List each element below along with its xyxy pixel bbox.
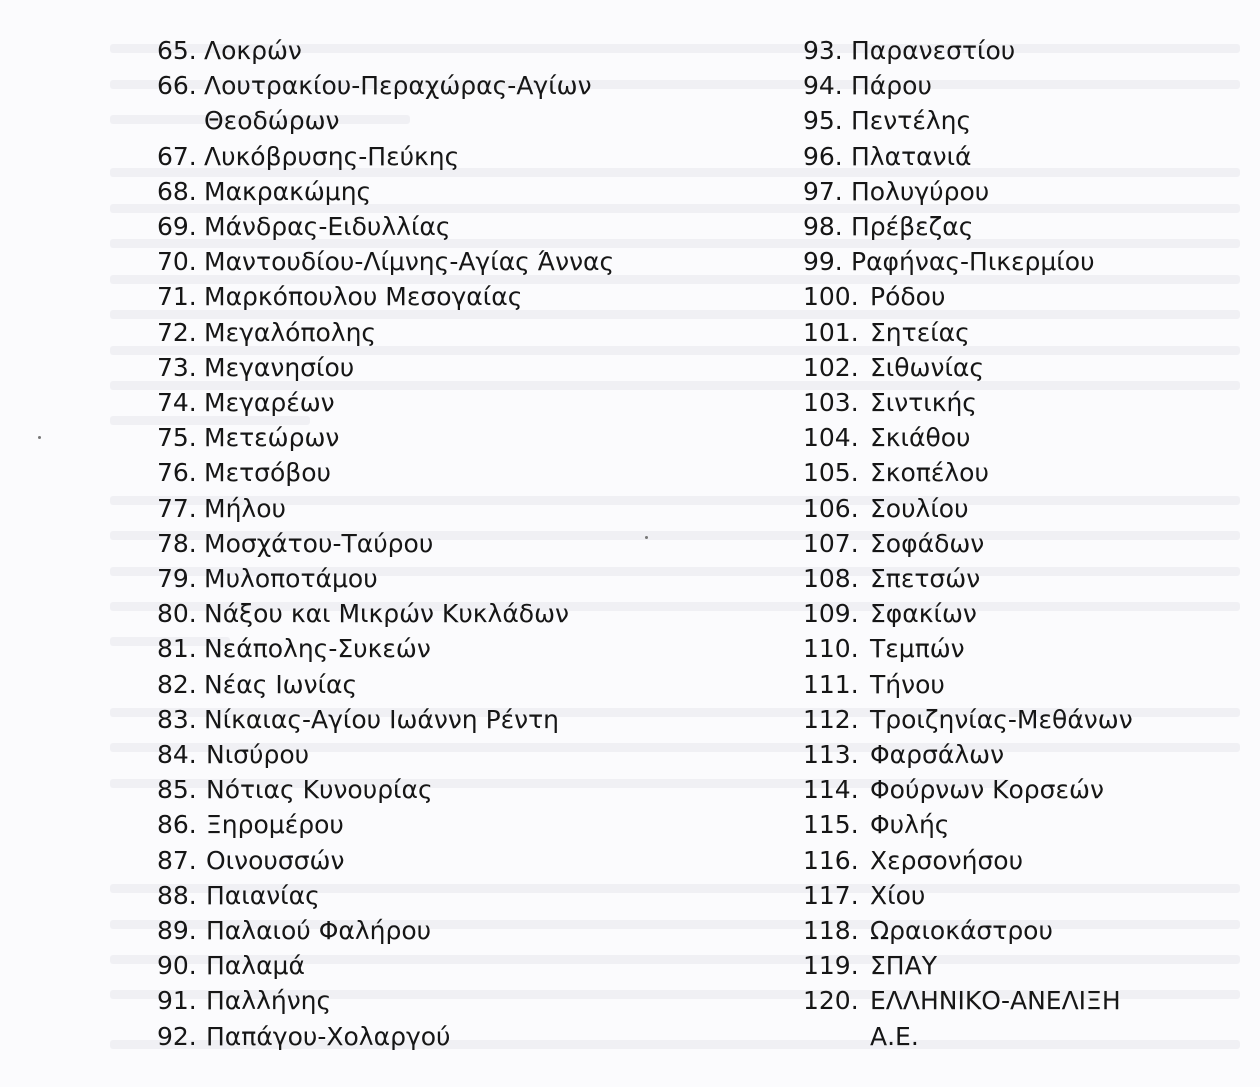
item-name: Πρέβεζας: [851, 212, 974, 242]
list-item: [803, 526, 1243, 561]
item-number: 72.: [157, 317, 197, 347]
list-item: [803, 948, 1243, 983]
list-item: [803, 244, 1243, 279]
list-item: [157, 279, 717, 314]
item-number: 73.: [157, 352, 197, 382]
item-number: 81.: [157, 634, 197, 664]
item-name: Φαρσάλων: [870, 740, 1005, 770]
item-number: 66.: [157, 71, 197, 101]
list-item: [157, 667, 717, 702]
list-item: [803, 174, 1243, 209]
item-number: 68.: [157, 176, 197, 206]
item-name: Παπάγου-Χολαργού: [206, 1021, 451, 1051]
list-item: [803, 350, 1243, 385]
scan-speck: [38, 436, 41, 439]
item-number: 114.: [803, 775, 859, 805]
list-item: [157, 596, 717, 631]
item-name: Οινουσσών: [206, 845, 345, 875]
item-number: 107.: [803, 528, 859, 558]
list-item: [157, 737, 717, 772]
item-number: 103.: [803, 388, 859, 418]
item-name: Μυλοποτάμου: [204, 564, 378, 594]
item-name: Τροιζηνίας-Μεθάνων: [870, 704, 1133, 734]
list-item: [803, 561, 1243, 596]
item-number: 112.: [803, 704, 859, 734]
list-item: [157, 455, 717, 490]
item-number: 97.: [803, 176, 843, 206]
list-item: [157, 420, 717, 455]
list-item: [157, 1019, 717, 1054]
item-name: Σουλίου: [870, 493, 969, 523]
item-name: ΕΛΛΗΝΙΚΟ-ΑΝΕΛΙΞΗ Α.Ε.: [870, 986, 1121, 1051]
list-item: [803, 420, 1243, 455]
item-number: 91.: [157, 986, 197, 1016]
list-item: [803, 33, 1243, 68]
item-name: Νότιας Κυνουρίας: [206, 775, 433, 805]
item-number: 78.: [157, 528, 197, 558]
list-item: [803, 667, 1243, 702]
item-name: Τήνου: [870, 669, 945, 699]
item-number: 94.: [803, 71, 843, 101]
list-item: [157, 772, 717, 807]
item-number: 120.: [803, 986, 859, 1016]
item-name: Λοκρών: [204, 36, 302, 65]
list-item: [157, 139, 717, 174]
item-name: Μήλου: [204, 493, 286, 523]
item-name: Νέας Ιωνίας: [204, 669, 358, 699]
item-name: Λουτρακίου-Περαχώρας-Αγίων Θεοδώρων: [204, 71, 592, 136]
item-name: Μεγαρέων: [204, 388, 335, 418]
list-item: [157, 491, 717, 526]
list-item: [157, 807, 717, 842]
list-item: [803, 279, 1243, 314]
item-name: Σιντικής: [870, 388, 977, 418]
item-number: 75.: [157, 423, 197, 453]
item-name: Ραφήνας-Πικερμίου: [851, 247, 1095, 277]
item-name: Μακρακώμης: [204, 176, 372, 206]
item-number: 110.: [803, 634, 859, 664]
municipality-list-right: [803, 33, 1243, 1054]
item-number: 102.: [803, 352, 859, 382]
item-number: 69.: [157, 212, 197, 242]
item-name: Σοφάδων: [870, 528, 985, 558]
item-name: Παρανεστίου: [851, 36, 1016, 65]
item-number: 74.: [157, 388, 197, 418]
item-name: Σητείας: [870, 317, 970, 347]
list-item: [803, 491, 1243, 526]
list-item: [803, 878, 1243, 913]
list-item: [157, 244, 717, 279]
list-item: [803, 385, 1243, 420]
item-number: 77.: [157, 493, 197, 523]
list-item: [803, 843, 1243, 878]
list-item: [803, 807, 1243, 842]
item-name: Παλαμά: [206, 951, 305, 981]
list-item: [157, 33, 717, 68]
item-number: 101.: [803, 317, 859, 347]
list-item: [157, 174, 717, 209]
item-number: 119.: [803, 951, 859, 981]
item-number: 87.: [157, 845, 197, 875]
item-name: Παιανίας: [206, 880, 320, 910]
list-item: [157, 209, 717, 244]
list-item: [157, 983, 717, 1018]
item-name: Μοσχάτου-Ταύρου: [204, 528, 434, 558]
item-number: 116.: [803, 845, 859, 875]
item-name: Λυκόβρυσης-Πεύκης: [204, 141, 460, 171]
item-number: 70.: [157, 247, 197, 277]
item-number: 108.: [803, 564, 859, 594]
list-item: [803, 913, 1243, 948]
item-name: Πλατανιά: [851, 141, 972, 171]
item-number: 111.: [803, 669, 859, 699]
list-item: [157, 913, 717, 948]
item-number: 76.: [157, 458, 197, 488]
item-number: 90.: [157, 951, 197, 981]
item-number: 89.: [157, 916, 197, 946]
item-name: ΣΠΑΥ: [870, 951, 937, 981]
item-name: Μαντουδίου-Λίμνης-Αγίας Άννας: [204, 247, 615, 277]
item-number: 98.: [803, 212, 843, 242]
item-number: 71.: [157, 282, 197, 312]
list-item: [803, 68, 1243, 103]
list-item: [157, 350, 717, 385]
item-number: 84.: [157, 740, 197, 770]
item-name: Σκοπέλου: [870, 458, 989, 488]
item-name: Παλαιού Φαλήρου: [206, 916, 432, 946]
item-number: 99.: [803, 247, 843, 277]
item-name: Μετσόβου: [204, 458, 331, 488]
list-item: [157, 561, 717, 596]
item-name: Χερσονήσου: [870, 845, 1024, 875]
list-item: [157, 526, 717, 561]
list-item: [157, 315, 717, 350]
item-number: 82.: [157, 669, 197, 699]
item-name: Ωραιοκάστρου: [870, 916, 1053, 946]
item-name: Παλλήνης: [206, 986, 332, 1016]
list-item: [803, 139, 1243, 174]
item-name: Νάξου και Μικρών Κυκλάδων: [204, 599, 569, 629]
item-name: Μετεώρων: [204, 423, 340, 453]
item-number: 83.: [157, 704, 197, 734]
item-name: Νίκαιας-Αγίου Ιωάννη Ρέντη: [204, 704, 560, 734]
item-name: Μεγαλόπολης: [204, 317, 377, 347]
item-name: Σφακίων: [870, 599, 977, 629]
item-number: 67.: [157, 141, 197, 171]
list-item: [157, 843, 717, 878]
list-item: [803, 103, 1243, 138]
item-number: 105.: [803, 458, 859, 488]
item-name: Πάρου: [851, 71, 932, 101]
item-name: Πολυγύρου: [851, 176, 990, 206]
item-name: Νισύρου: [206, 740, 310, 770]
list-item: [803, 631, 1243, 666]
item-number: 79.: [157, 564, 197, 594]
item-name: Πεντέλης: [851, 106, 972, 136]
list-item: [157, 878, 717, 913]
list-item: [803, 772, 1243, 807]
item-number: 92.: [157, 1021, 197, 1051]
item-name: Ρόδου: [870, 282, 946, 312]
list-item: [803, 315, 1243, 350]
municipality-list-left: [157, 33, 717, 1054]
item-name: Σιθωνίας: [870, 352, 985, 382]
list-item: [157, 948, 717, 983]
item-number: 85.: [157, 775, 197, 805]
list-item: [157, 631, 717, 666]
list-item: [803, 209, 1243, 244]
item-number: 109.: [803, 599, 859, 629]
item-name: Σπετσών: [870, 564, 981, 594]
item-number: 118.: [803, 916, 859, 946]
item-number: 88.: [157, 880, 197, 910]
list-item: [803, 596, 1243, 631]
list-item: [803, 983, 1243, 1053]
list-item: [157, 68, 717, 138]
item-number: 65.: [157, 36, 197, 65]
item-number: 113.: [803, 740, 859, 770]
item-name: Τεμπών: [870, 634, 965, 664]
list-item: [803, 737, 1243, 772]
item-number: 80.: [157, 599, 197, 629]
item-number: 86.: [157, 810, 197, 840]
item-number: 96.: [803, 141, 843, 171]
list-item: [803, 455, 1243, 490]
item-number: 106.: [803, 493, 859, 523]
item-name: Ξηρομέρου: [206, 810, 344, 840]
item-name: Φυλής: [870, 810, 950, 840]
list-item: [157, 385, 717, 420]
item-number: 95.: [803, 106, 843, 136]
item-number: 115.: [803, 810, 859, 840]
item-number: 93.: [803, 36, 843, 65]
item-number: 117.: [803, 880, 859, 910]
list-item: [157, 702, 717, 737]
item-name: Μάνδρας-Ειδυλλίας: [204, 212, 451, 242]
item-name: Μαρκόπουλου Μεσογαίας: [204, 282, 523, 312]
item-name: Νεάπολης-Συκεών: [204, 634, 431, 664]
item-name: Χίου: [870, 880, 926, 910]
item-name: Σκιάθου: [870, 423, 971, 453]
list-item: [803, 702, 1243, 737]
item-number: 104.: [803, 423, 859, 453]
item-name: Μεγανησίου: [204, 352, 355, 382]
item-number: 100.: [803, 282, 859, 312]
item-name: Φούρνων Κορσεών: [870, 775, 1104, 805]
